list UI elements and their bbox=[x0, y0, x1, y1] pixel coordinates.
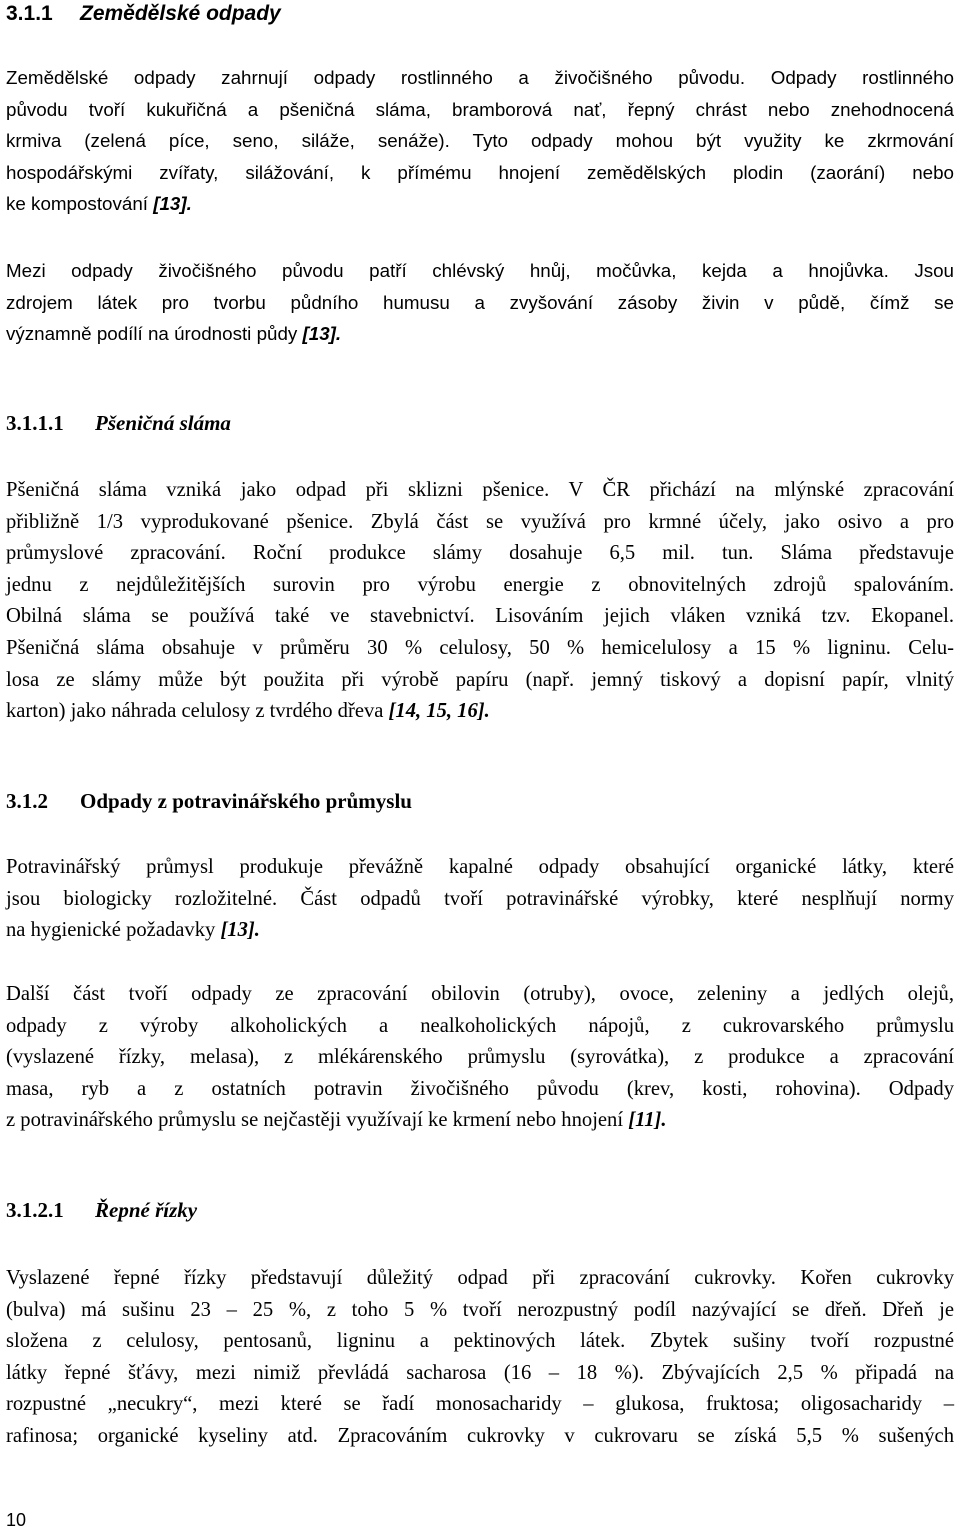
paragraph-wheat-straw bbox=[6, 475, 954, 728]
text-line: přibližně 1/3 vyprodukované pšenice. Zbylá část se využívá pro krmné účely, jako osivo a pro bbox=[6, 510, 954, 533]
section-heading-3-1-1-1 bbox=[6, 409, 954, 437]
paragraph-food-industry bbox=[6, 852, 954, 947]
section-title: Pšeničná sláma bbox=[95, 411, 231, 435]
text-line: jednu z nejdůležitějších surovin pro výrobu energie z obnovitelných zdrojů spalováním. bbox=[6, 573, 954, 596]
text-fragment: z potravinářského průmyslu se nejčastěji využívají ke krmení nebo hnojení bbox=[6, 1109, 629, 1132]
citation-ref: [11]. bbox=[628, 1109, 667, 1132]
text-line: rafinosa; organické kyseliny atd. Zpracováním cukrovky v cukrovaru se získá 5,5 % sušených bbox=[6, 1424, 954, 1447]
paragraph-other-food-waste bbox=[6, 979, 954, 1137]
section-number: 3.1.1 bbox=[6, 2, 53, 25]
paragraph-beet-pulp bbox=[6, 1263, 954, 1453]
section-title: Odpady z potravinářského průmyslu bbox=[80, 789, 412, 813]
paragraph-animal-waste bbox=[6, 255, 954, 350]
text-line: původu tvoří kukuřičná a pšeničná sláma, bramborová nať, řepný chrást nebo znehodnocená bbox=[6, 98, 954, 120]
text-line: jsou biologicky rozložitelné. Část odpadů tvoří potravinářské výrobky, které nesplňují normy bbox=[6, 887, 954, 910]
text-line: rozpustné „necukry“, mezi které se řadí monosacharidy – glukosa, fruktosa; oligosacharidy – bbox=[6, 1393, 954, 1416]
text-line: Zemědělské odpady zahrnují odpady rostlinného a živočišného původu. Odpady rostlinného bbox=[6, 67, 954, 88]
text-fragment: významně podílí na úrodnosti půdy bbox=[6, 323, 303, 345]
citation-ref: [13]. bbox=[220, 919, 260, 942]
section-number: 3.1.2 bbox=[6, 789, 48, 813]
text-line: složena z celulosy, pentosanů, ligninu a pektinových látek. Zbytek sušiny tvoří rozpustné bbox=[6, 1330, 954, 1353]
text-fragment: na hygienické požadavky bbox=[6, 919, 221, 942]
text-line: Pšeničná sláma vzniká jako odpad při sklizni pšenice. V ČR přichází na mlýnské zpracování bbox=[6, 479, 954, 501]
paragraph-agricultural-waste bbox=[6, 62, 954, 220]
text-line bbox=[6, 188, 954, 220]
text-line: Potravinářský průmysl produkuje převážně kapalné odpady obsahující organické látky, které bbox=[6, 856, 954, 878]
section-heading-3-1-2 bbox=[6, 787, 954, 815]
citation-ref: [14, 15, 16]. bbox=[388, 700, 490, 723]
text-line: masa, ryb a z ostatních potravin živočišného původu (krev, kosti, rohovina). Odpady bbox=[6, 1077, 954, 1100]
citation-ref: [13]. bbox=[153, 193, 192, 215]
text-line: hospodářskými zvířaty, silážování, k přímému hnojení zemědělských plodin (zaorání) nebo bbox=[6, 161, 954, 183]
section-title: Zemědělské odpady bbox=[80, 2, 281, 25]
text-line bbox=[6, 1105, 954, 1137]
text-line bbox=[6, 915, 954, 947]
text-line: Vyslazené řepné řízky představují důležitý odpad při zpracování cukrovky. Kořen cukrovky bbox=[6, 1267, 954, 1289]
section-heading-3-1-1 bbox=[6, 0, 954, 28]
text-fragment: ke kompostování bbox=[6, 193, 154, 215]
section-heading-3-1-2-1 bbox=[6, 1196, 954, 1224]
text-line: odpady z výroby alkoholických a nealkoholických nápojů, z cukrovarského průmyslu bbox=[6, 1014, 954, 1037]
page-number: 10 bbox=[6, 1510, 27, 1530]
section-number: 3.1.2.1 bbox=[6, 1198, 64, 1222]
text-line bbox=[6, 318, 954, 350]
section-title: Řepné řízky bbox=[95, 1198, 198, 1222]
text-line: krmiva (zelená píce, seno, siláže, senáže). Tyto odpady mohou být využity ke zkrmování bbox=[6, 130, 954, 152]
text-line: zdrojem látek pro tvorbu půdního humusu a zvyšování zásoby živin v půdě, čímž se bbox=[6, 291, 954, 313]
text-line: průmyslové zpracování. Roční produkce slámy dosahuje 6,5 mil. tun. Sláma představuje bbox=[6, 542, 954, 565]
text-line: látky řepné šťávy, mezi nimiž převládá sacharosa (16 – 18 %). Zbývajících 2,5 % připadá na bbox=[6, 1361, 954, 1384]
text-line: Mezi odpady živočišného původu patří chlévský hnůj, močůvka, kejda a hnojůvka. Jsou bbox=[6, 260, 954, 281]
text-line bbox=[6, 696, 954, 728]
section-number: 3.1.1.1 bbox=[6, 411, 64, 435]
text-line: losa ze slámy může být použita při výrobě papíru (např. jemný tiskový a dopisní papír, vlnitý bbox=[6, 668, 954, 691]
text-line: (bulva) má sušinu 23 – 25 %, z toho 5 % tvoří nerozpustný podíl nazývající se dřeň. Dřeň je bbox=[6, 1298, 954, 1321]
text-line: Obilná sláma se používá také ve stavebnictví. Lisováním jejich vláken vzniká tzv. Ekopanel. bbox=[6, 605, 954, 628]
text-line: Pšeničná sláma obsahuje v průměru 30 % celulosy, 50 % hemicelulosy a 15 % ligninu. Celu- bbox=[6, 636, 954, 659]
text-fragment: karton) jako náhrada celulosy z tvrdého dřeva bbox=[6, 700, 389, 723]
citation-ref: [13]. bbox=[302, 323, 342, 345]
text-line: (vyslazené řízky, melasa), z mlékárenského průmyslu (syrovátka), z produkce a zpracování bbox=[6, 1046, 954, 1069]
text-line: Další část tvoří odpady ze zpracování obilovin (otruby), ovoce, zeleniny a jedlých olejů, bbox=[6, 983, 954, 1005]
